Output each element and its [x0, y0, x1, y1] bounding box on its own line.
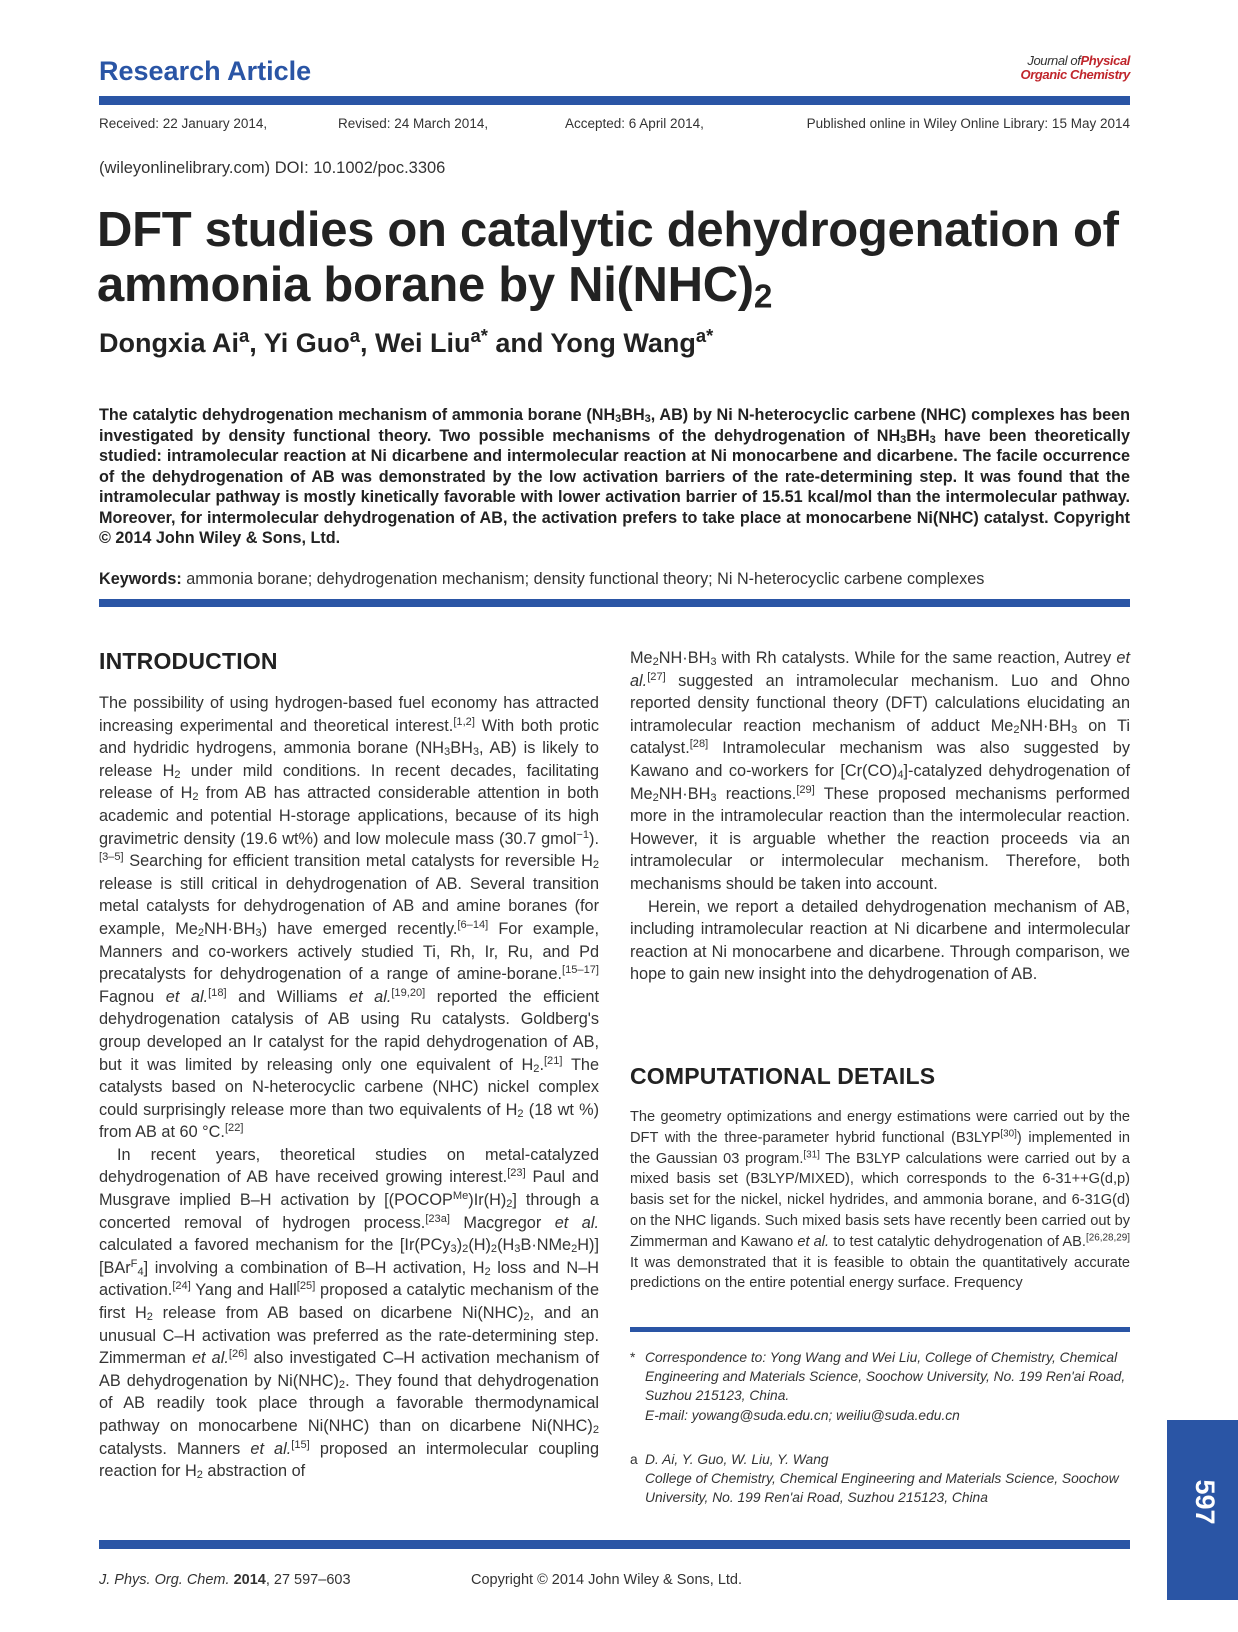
bottom-divider — [99, 1540, 1130, 1549]
footer-citation — [99, 1572, 351, 1588]
journal-logo-physical: Physical — [1080, 53, 1130, 68]
author-affiliation-mark: a — [349, 324, 360, 346]
keywords — [99, 570, 1139, 589]
title-line-2: ammonia borane by Ni(NHC) — [97, 258, 754, 312]
keywords-label: Keywords: — [99, 570, 182, 588]
introduction-body — [99, 692, 599, 1483]
affiliation-names: D. Ai, Y. Guo, W. Liu, Y. Wang — [645, 1452, 829, 1467]
footer-year: 2014 — [233, 1572, 266, 1588]
journal-logo-organic-chemistry: Organic Chemistry — [1020, 67, 1130, 82]
paragraph: $Me_2NH\cdot BH_3$ with Rh catalysts. While for the same reaction, Autrey et al.[27] suggested an intramolecular mechanism. Luo and Ohno reported density functional theory (DFT) calculations elucidating an intramolecular reaction mechanism of adduct $Me_2NH\cdot BH_3$ on Ti catalyst.[28] Intramolecular mechanism was also suggested by Kawano and co-workers for $[Cr(CO)_4]$-catalyzed dehydrogenation of $Me_2NH\cdot BH_3$ reactions.[29] These proposed mechanisms performed more in the intramolecular reaction than the intermolecular reaction. However, it is arguable whether the reaction proceeds via an intramolecular or intermolecular mechanism. Therefore, both mechanisms should be taken into account. — [630, 649, 1130, 893]
accepted-date: Accepted: 6 April 2014, — [565, 116, 704, 131]
introduction-body-continued — [630, 647, 1130, 986]
journal-abbreviation: J. Phys. Org. Chem. — [99, 1572, 230, 1588]
section-label: Research Article — [99, 56, 312, 86]
journal-logo-prefix: Journal of — [1027, 53, 1081, 68]
correspondence-footnote — [630, 1348, 1130, 1425]
title-line-1: DFT studies on catalytic dehydrogenation of — [97, 203, 1119, 257]
paragraph: Herein, we report a detailed dehydrogenation mechanism of AB, including intramolecular reaction at Ni dicarbene and intermolecular reaction at Ni monocarbene and dicarbene. Through comparison, we hope to gain new insight into the dehydrogenation of AB. — [630, 897, 1130, 984]
author-name: Yi Guo — [263, 328, 350, 358]
author-affiliation-mark: a* — [470, 324, 488, 346]
author-affiliation-mark: a — [239, 324, 250, 346]
author-name: Dongxia Ai — [99, 328, 240, 358]
correspondence-email: E-mail: yowang@suda.edu.cn; weiliu@suda.edu.cn — [645, 1407, 960, 1423]
abstract-divider — [99, 599, 1130, 607]
keywords-text: ammonia borane; dehydrogenation mechanism; density functional theory; Ni N-heterocyclic carbene complexes — [181, 570, 985, 588]
abstract: The catalytic dehydrogenation mechanism of ammonia borane ($NH_3BH_3$, AB) by Ni N-heterocyclic carbene (NHC) complexes has been investigated by density functional theory. Two possible mechanisms of the dehydrogenation of $NH_3BH_3$ have been theoretically studied: intramolecular reaction at Ni dicarbene and intermolecular reaction at Ni monocarbene and dicarbene. The facile occurrence of the dehydrogenation of AB was demonstrated by the low activation barriers of the rate-determining step. It was found that the intramolecular pathway is mostly kinetically favorable with lower activation barrier of 15.51 kcal/mol than the intermolecular pathway. Moreover, for intermolecular dehydrogenation of AB, the activation prefers to take place at monocarbene Ni(NHC) catalyst. Copyright © 2014 John Wiley & Sons, Ltd. — [99, 406, 1130, 547]
affiliation-text: College of Chemistry, Chemical Engineering and Materials Science, Soochow University, No. 199 Ren'ai Road, Suzhou 215123, China — [645, 1471, 1119, 1506]
doi-line: (wileyonlinelibrary.com) DOI: 10.1002/poc.3306 — [99, 159, 446, 177]
top-divider — [99, 96, 1130, 105]
footnote-mark: a — [630, 1452, 638, 1467]
footnote-mark: * — [630, 1350, 636, 1365]
paragraph: The possibility of using hydrogen-based fuel economy has attracted increasing experimental and theoretical interest.[1,2] With both protic and hydridic hydrogens, ammonia borane ($NH_3BH_3$, AB) is likely to release $H_2$ under mild conditions. In recent decades, facilitating release of $H_2$ from AB has attracted considerable attention in both academic and potential H-storage applications, because of its high gravimetric density (19.6 wt%) and low molecule mass (30.7 gmol$^{-1}$).[3–5] Searching for efficient transition metal catalysts for reversible $H_2$ release is still critical in dehydrogenation of AB. Several transition metal catalysts for dehydrogenation of AB and amine boranes (for example, $Me_2NH\cdot BH_3$) have emerged recently.[6–14] For example, Manners and co-workers actively studied Ti, Rh, Ir, Ru, and Pd precatalysts for dehydrogenation of a range of amine-borane.[15–17] Fagnou et al.[18] and Williams et al.[19,20] reported the efficient dehydrogenation catalysis of AB using Ru catalysts. Goldberg's group developed an Ir catalyst for the rapid dehydrogenation of AB, but it was limited by releasing only one equivalent of $H_2.[21]$ The catalysts based on N-heterocyclic carbene (NHC) nickel complex could surprisingly release more than two equivalents of $H_2$ (18 wt %) from AB at 60 °C.[22] — [99, 694, 600, 1142]
title-subscript: 2 — [753, 278, 773, 316]
correspondence-text: Correspondence to: Yong Wang and Wei Liu, College of Chemistry, Chemical Engineering and Materials Science, Soochow University, No. 199 Ren'ai Road, Suzhou 215123, China. — [645, 1350, 1126, 1404]
footer-volume-pages: , 27 597–603 — [265, 1572, 351, 1588]
footer-copyright: Copyright © 2014 John Wiley & Sons, Ltd. — [471, 1572, 743, 1588]
revised-date: Revised: 24 March 2014, — [338, 116, 489, 131]
article-title — [97, 203, 1147, 316]
affiliation-footnote — [630, 1450, 1130, 1508]
introduction-heading: INTRODUCTION — [99, 648, 278, 674]
author-list: Dongxia Ai$^a$, Yi Guo$^a$, Wei Liu$^{a*}$ and Yong Wang$^{a*}$ — [99, 324, 714, 358]
published-date: Published online in Wiley Online Library: 15 May 2014 — [806, 116, 1130, 131]
author-name: Yong Wang — [550, 328, 696, 358]
journal-logo — [1000, 54, 1130, 82]
author-affiliation-mark: a* — [695, 324, 714, 346]
computational-details-body: The geometry optimizations and energy estimations were carried out by the DFT with the three-parameter hybrid functional (B3LYP[30]) implemented in the Gaussian 03 program.[31] The B3LYP calculations were carried out by a mixed basis set (B3LYP/MIXED), which corresponds to the 6-31++G(d,p) basis set for the nickel, nickel hydrides, and ammonia borane, and 6-31G(d) on the NHC ligands. Such mixed basis sets have recently been carried out by Zimmerman and Kawano et al. to test catalytic dehydrogenation of AB.[26,28,29] It was demonstrated that it is feasible to obtain the quantitatively accurate predictions on the entire potential energy surface. Frequency — [630, 1109, 1131, 1292]
author-name: Wei Liu — [374, 328, 471, 358]
paragraph: In recent years, theoretical studies on metal-catalyzed dehydrogenation of AB have received growing interest.[23] Paul and Musgrave implied B–H activation by $[(POCOP^{Me})Ir(H)_2]$ through a concerted removal of hydrogen process.[23a] Macgregor et al. calculated a favored mechanism for the $[Ir(PCy_3)_2(H)_2(H_3B\cdot NMe_2H)][BAr^F_4]$ involving a combination of B–H activation, $H_2$ loss and N–H activation.[24] Yang and Hall[25] proposed a catalytic mechanism of the first $H_2$ release from AB based on dicarbene $Ni(NHC)_2$, and an unusual C–H activation was preferred as the rate-determining step. Zimmerman et al.[26] also investigated C–H activation mechanism of AB dehydrogenation by $Ni(NHC)_2$. They found that dehydrogenation of AB readily took place through a favorable thermodynamical pathway on monocarbene Ni(NHC) than on dicarbene $Ni(NHC)_2$ catalysts. Manners et al.[15] proposed an intermolecular coupling reaction for $H_2$ abstraction of — [99, 1145, 600, 1482]
received-date: Received: 22 January 2014, — [99, 116, 268, 131]
page-number: 597 — [1190, 1479, 1220, 1525]
footnote-divider — [630, 1327, 1130, 1332]
computational-details-heading: COMPUTATIONAL DETAILS — [630, 1063, 936, 1089]
